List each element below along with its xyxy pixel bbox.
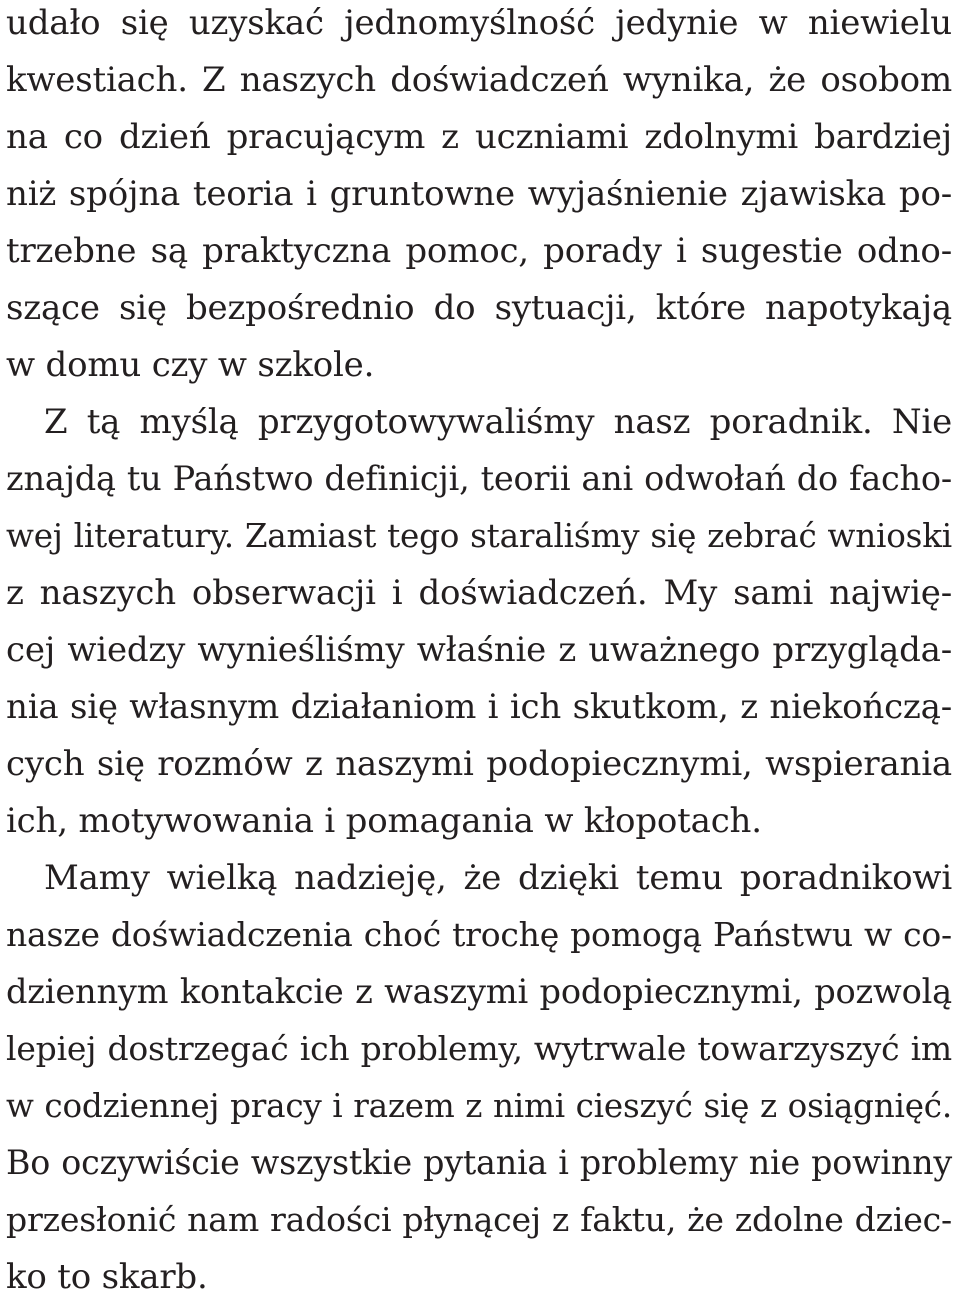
text-line: na co dzień pracującym z uczniami zdolnymi bardziej [6, 117, 952, 157]
text-line: w codziennej pracy i razem z nimi cieszyć się z osiągnięć. [6, 1087, 952, 1125]
text-line: niż spójna teoria i gruntowne wyjaśnienie zjawiska po- [6, 174, 952, 214]
text-line: lepiej dostrzegać ich problemy, wytrwale towarzyszyć im [6, 1029, 952, 1068]
text-line: trzebne są praktyczna pomoc, porady i sugestie odno- [6, 231, 952, 271]
text-line: w domu czy w szkole. [6, 345, 375, 385]
text-line: kwestiach. Z naszych doświadczeń wynika, że osobom [6, 60, 952, 100]
text-line: przesłonić nam radości płynącej z faktu, że zdolne dziec- [6, 1200, 952, 1239]
text-line: Z tą myślą przygotowywaliśmy nasz poradnik. Nie [44, 402, 952, 442]
text-line: wej literatury. Zamiast tego staraliśmy się zebrać wnioski [6, 517, 952, 555]
text-line: cych się rozmów z naszymi podopiecznymi, wspierania [6, 744, 952, 784]
text-line: znajdą tu Państwo definicji, teorii ani odwołań do facho- [6, 459, 952, 498]
text-line: szące się bezpośrednio do sytuacji, które napotykają [6, 288, 952, 328]
text-line: Mamy wielką nadzieję, że dzięki temu poradnikowi [44, 858, 952, 898]
text-line: dziennym kontakcie z waszymi podopiecznymi, pozwolą [6, 972, 952, 1011]
text-line: ko to skarb. [6, 1257, 208, 1297]
text-line: nia się własnym działaniom i ich skutkom, z niekończą- [6, 687, 952, 727]
text-line: Bo oczywiście wszystkie pytania i problemy nie powinny [6, 1143, 952, 1182]
text-line: z naszych obserwacji i doświadczeń. My sami najwię- [6, 573, 952, 613]
document-page [6, 0, 956, 1298]
text-line: udało się uzyskać jednomyślność jedynie w niewielu [6, 3, 952, 43]
text-line: cej wiedzy wynieśliśmy właśnie z uważnego przyglądа- [6, 630, 952, 670]
text-line: ich, motywowania i pomagania w kłopotach. [6, 801, 762, 841]
text-line: nasze doświadczenia choć trochę pomogą Państwu w co- [6, 915, 952, 954]
